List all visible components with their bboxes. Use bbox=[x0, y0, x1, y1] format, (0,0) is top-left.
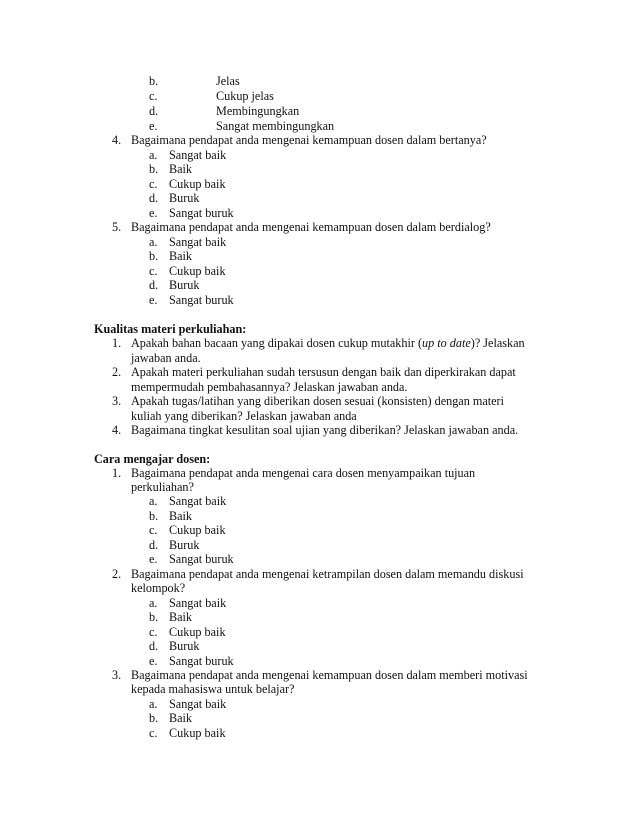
option-text: Sangat baik bbox=[169, 148, 227, 162]
option-text: Cukup baik bbox=[169, 523, 226, 537]
option-letter: b. bbox=[149, 509, 159, 523]
option-letter: b. bbox=[149, 74, 159, 88]
option-letter: a. bbox=[149, 235, 158, 249]
option-text: Sangat baik bbox=[169, 235, 227, 249]
option-letter: e. bbox=[149, 119, 158, 133]
option-letter: c. bbox=[149, 726, 158, 740]
option-text: Sangat baik bbox=[169, 697, 227, 711]
option-text: Baik bbox=[169, 162, 193, 176]
option-text: Cukup jelas bbox=[216, 89, 274, 103]
option-letter: d. bbox=[149, 191, 159, 205]
question-text: Apakah materi perkuliahan sudah tersusun dengan baik dan diperkirakan dapat bbox=[131, 365, 516, 379]
question-text-part: )? Jelaskan bbox=[470, 336, 525, 350]
question-number: 2. bbox=[112, 365, 122, 379]
option-text: Buruk bbox=[169, 639, 200, 653]
option-letter: c. bbox=[149, 89, 158, 103]
question-number: 2. bbox=[112, 567, 122, 581]
question-text bbox=[131, 336, 525, 351]
option-letter: b. bbox=[149, 162, 159, 176]
option-letter: a. bbox=[149, 148, 158, 162]
option-text: Sangat buruk bbox=[169, 206, 234, 220]
question-text-part: Apakah bahan bacaan yang dipakai dosen cukup mutakhir ( bbox=[131, 336, 423, 350]
option-text: Sangat buruk bbox=[169, 552, 234, 566]
option-text: Sangat baik bbox=[169, 494, 227, 508]
option-text: Buruk bbox=[169, 191, 200, 205]
question-number: 1. bbox=[112, 466, 122, 480]
option-text: Jelas bbox=[216, 74, 240, 88]
option-letter: d. bbox=[149, 104, 159, 118]
option-letter: b. bbox=[149, 610, 159, 624]
question-text: kepada mahasiswa untuk belajar? bbox=[131, 682, 295, 696]
option-letter: c. bbox=[149, 625, 158, 639]
option-letter: a. bbox=[149, 494, 158, 508]
section-heading-kualitas: Kualitas materi perkuliahan: bbox=[94, 322, 247, 336]
option-text: Sangat membingungkan bbox=[216, 119, 335, 133]
question-text: Bagaimana tingkat kesulitan soal ujian yang diberikan? Jelaskan jawaban anda. bbox=[131, 423, 519, 437]
option-text: Baik bbox=[169, 509, 193, 523]
option-letter: e. bbox=[149, 552, 158, 566]
option-text: Sangat baik bbox=[169, 596, 227, 610]
option-letter: b. bbox=[149, 711, 159, 725]
question-text: Bagaimana pendapat anda mengenai kemampuan dosen dalam memberi motivasi bbox=[131, 668, 528, 682]
question-number: 3. bbox=[112, 394, 122, 408]
option-text: Membingungkan bbox=[216, 104, 300, 118]
question-text: jawaban anda. bbox=[131, 351, 201, 365]
question-text: Apakah tugas/latihan yang diberikan dosen sesuai (konsisten) dengan materi bbox=[131, 394, 504, 408]
question-number: 3. bbox=[112, 668, 122, 682]
option-letter: a. bbox=[149, 596, 158, 610]
option-text: Cukup baik bbox=[169, 625, 226, 639]
option-text: Baik bbox=[169, 610, 193, 624]
option-text: Sangat buruk bbox=[169, 654, 234, 668]
question-text: kelompok? bbox=[131, 581, 186, 595]
option-text: Buruk bbox=[169, 278, 200, 292]
option-text: Baik bbox=[169, 249, 193, 263]
option-letter: b. bbox=[149, 249, 159, 263]
question-text-italic: up to date bbox=[422, 336, 471, 350]
option-text: Baik bbox=[169, 711, 193, 725]
question-number: 5. bbox=[112, 220, 122, 234]
question-text: Bagaimana pendapat anda mengenai ketrampilan dosen dalam memandu diskusi bbox=[131, 567, 524, 581]
option-letter: e. bbox=[149, 654, 158, 668]
option-letter: c. bbox=[149, 264, 158, 278]
option-letter: c. bbox=[149, 177, 158, 191]
option-letter: a. bbox=[149, 697, 158, 711]
question-text: mempermudah pembahasannya? Jelaskan jawaban anda. bbox=[131, 380, 408, 394]
question-number: 4. bbox=[112, 133, 122, 147]
option-text: Cukup baik bbox=[169, 264, 226, 278]
question-text: Bagaimana pendapat anda mengenai kemampuan dosen dalam berdialog? bbox=[131, 220, 491, 234]
option-text: Buruk bbox=[169, 538, 200, 552]
question-text: kuliah yang diberikan? Jelaskan jawaban anda bbox=[131, 409, 357, 423]
question-text: perkuliahan? bbox=[131, 480, 194, 494]
option-letter: d. bbox=[149, 278, 159, 292]
option-letter: d. bbox=[149, 538, 159, 552]
section-heading-cara: Cara mengajar dosen: bbox=[94, 452, 211, 466]
question-number: 4. bbox=[112, 423, 122, 437]
option-letter: d. bbox=[149, 639, 159, 653]
option-letter: e. bbox=[149, 293, 158, 307]
option-text: Sangat buruk bbox=[169, 293, 234, 307]
question-text: Bagaimana pendapat anda mengenai cara dosen menyampaikan tujuan bbox=[131, 466, 476, 480]
option-text: Cukup baik bbox=[169, 177, 226, 191]
question-text: Bagaimana pendapat anda mengenai kemampuan dosen dalam bertanya? bbox=[131, 133, 487, 147]
option-letter: c. bbox=[149, 523, 158, 537]
option-letter: e. bbox=[149, 206, 158, 220]
option-text: Cukup baik bbox=[169, 726, 226, 740]
question-number: 1. bbox=[112, 336, 122, 350]
